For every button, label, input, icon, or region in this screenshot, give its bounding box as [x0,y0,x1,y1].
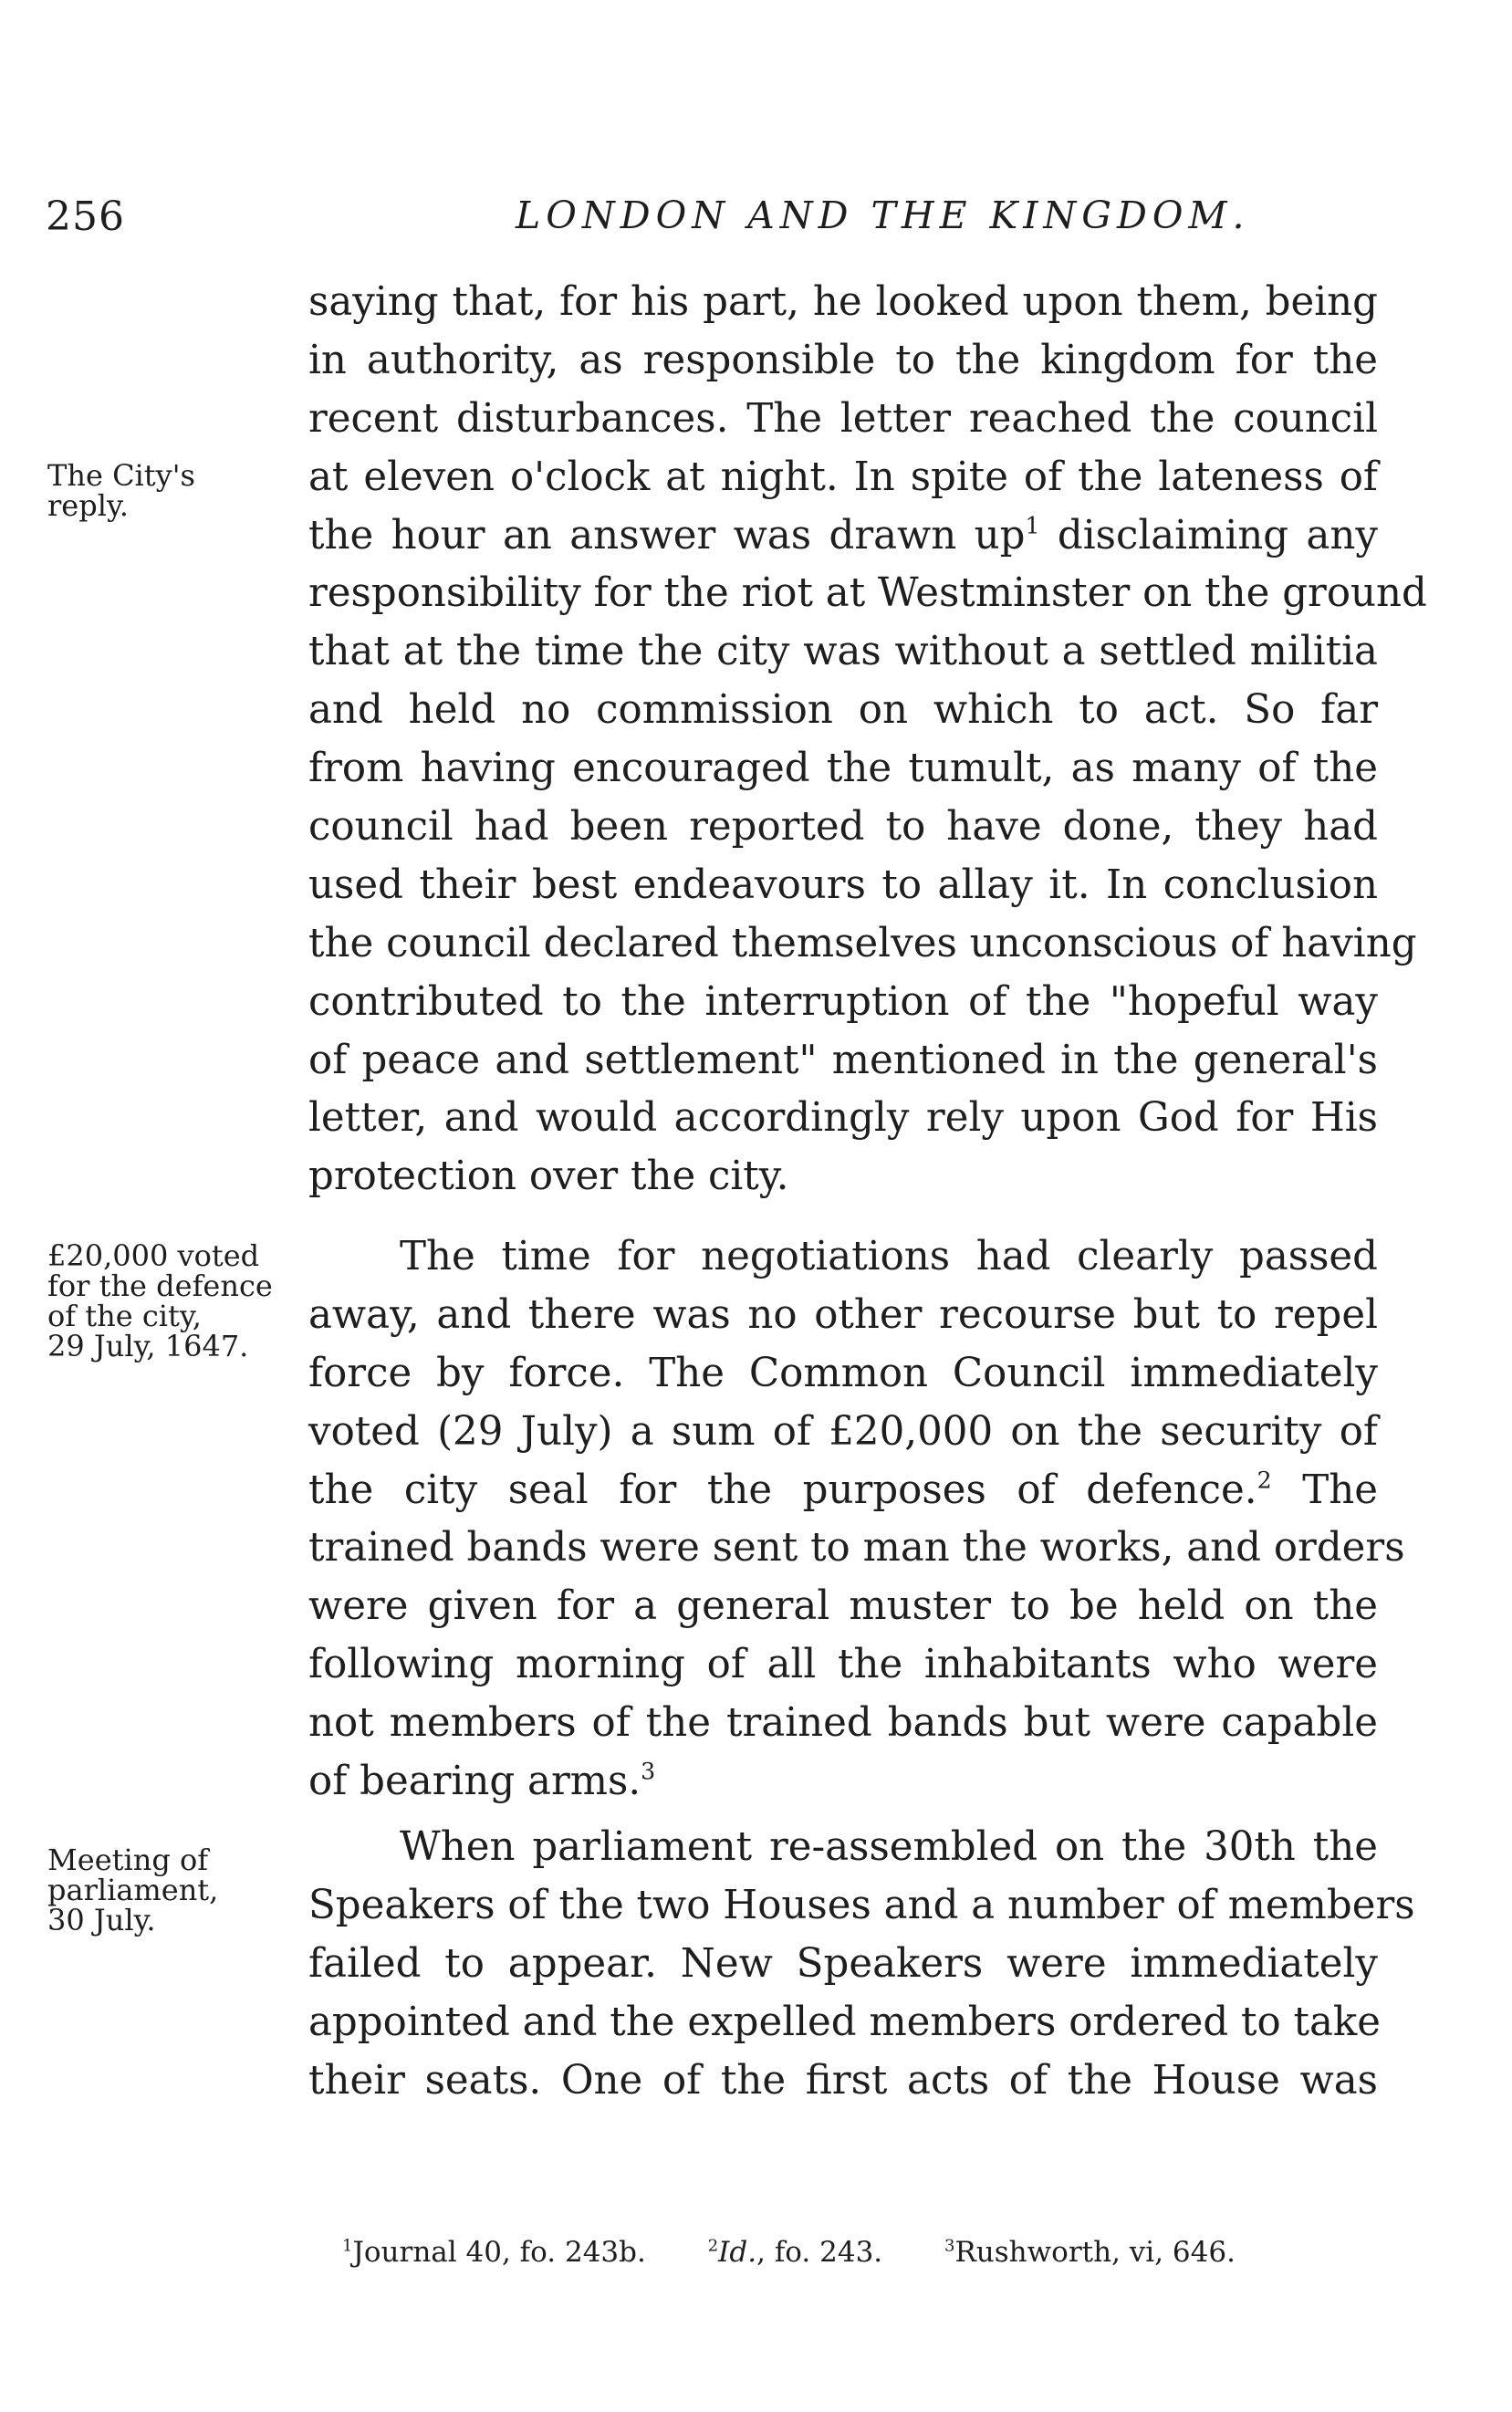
text-line: protection over the city. [308,1154,789,1200]
text-line: The time for negotiations had clearly passed [400,1234,1378,1279]
text-line: their seats. One of the first acts of the House was [308,2057,1378,2104]
page-header [0,193,1512,248]
sidenote-line: The City's [47,458,195,493]
text-line: following morning of all the inhabitants who were [308,1642,1378,1688]
text-line: failed to appear. New Speakers were immediately [308,1940,1378,1987]
sidenote-parliament-meeting [47,1845,218,1936]
footnote-marker: 1 [342,2236,353,2256]
text-line [308,1753,1378,1812]
footnote-marker: 2 [707,2236,719,2256]
footnote-marker: 3 [944,2236,955,2256]
sidenote-line: for the defence [47,1269,273,1303]
text-line: were given for a general muster to be held on the [308,1583,1378,1630]
text-line: council had been reported to have done, they had [308,804,1378,851]
running-title: LONDON AND THE KINGDOM. [516,193,1250,237]
text-line [308,507,1378,566]
paragraph-parliament [308,1819,1415,2110]
text-line: in authority, as responsible to the kingdom for the [308,337,1378,383]
text-line [308,1462,1378,1520]
text-line: appointed and the expelled members ordered to take [308,1999,1382,2045]
text-line: responsibility for the riot at Westminster on the ground [308,570,1427,617]
footnote-1 [342,2236,646,2269]
footnote-text: Journal 40, fo. 243b. [352,2236,646,2269]
text-line: away, and there was no other recourse but to repel [308,1291,1378,1338]
sidenote-defence-vote [47,1238,273,1363]
text-line: contributed to the interruption of the "hopeful way [308,978,1378,1025]
paragraph-defence [308,1228,1405,1812]
sidenote-line: Meeting of [47,1843,209,1877]
text-segment: disclaiming any [1039,512,1378,559]
text-line: used their best endeavours to allay it. In conclusion [308,861,1378,908]
sidenote-line: reply. [47,488,129,523]
text-line: and held no commission on which to act. So far [308,687,1378,734]
text-line: saying that, for his part, he looked upon them, being [308,279,1378,325]
text-line: the council declared themselves unconscious of having [308,920,1417,966]
text-line: from having encouraged the tumult, as many of the [308,746,1378,792]
footnote-3 [944,2236,1236,2269]
text-line: recent disturbances. The letter reached the council [308,395,1378,442]
paragraph-city-reply [308,274,1427,1206]
sidenote-line: 29 July, 1647. [47,1329,249,1363]
text-segment: The [1271,1467,1378,1513]
footnote-ref-3: 3 [641,1758,656,1785]
text-line: trained bands were sent to man the works, and orders [308,1525,1405,1571]
footnote-ref-2: 2 [1257,1467,1272,1494]
sidenote-line: 30 July. [47,1903,156,1937]
text-line: voted (29 July) a sum of £20,000 on the security of [308,1408,1378,1455]
text-line: of peace and settlement" mentioned in the general's [308,1037,1378,1083]
footnotes [342,2236,1236,2269]
text-line: letter, and would accordingly rely upon God for His [308,1095,1378,1142]
sidenote-line: of the city, [47,1299,202,1333]
footnote-italic: Id. [718,2236,757,2269]
sidenote-line: parliament, [47,1873,219,1907]
text-line: When parliament re-assembled on the 30th the [400,1824,1378,1870]
page-number: 256 [46,193,125,240]
text-segment: the city seal for the purposes of defence. [308,1467,1257,1513]
text-segment: of bearing arms. [308,1759,641,1805]
footnote-text: , fo. 243. [756,2236,883,2269]
footnote-ref-1: 1 [1025,512,1040,539]
text-line: not members of the trained bands but were capable [308,1700,1378,1747]
text-line: Speakers of the two Houses and a number of members [308,1882,1415,1928]
text-line: force by force. The Common Council immediately [308,1350,1378,1396]
sidenote-line: £20,000 voted [47,1238,260,1273]
footnote-text: Rushworth, vi, 646. [954,2236,1236,2269]
footnote-2 [708,2236,882,2269]
text-line: that at the time the city was without a settled militia [308,629,1378,675]
sidenote-city-reply [47,458,195,523]
text-segment: the hour an answer was drawn up [308,512,1026,559]
text-line: at eleven o'clock at night. In spite of the lateness of [308,454,1378,500]
